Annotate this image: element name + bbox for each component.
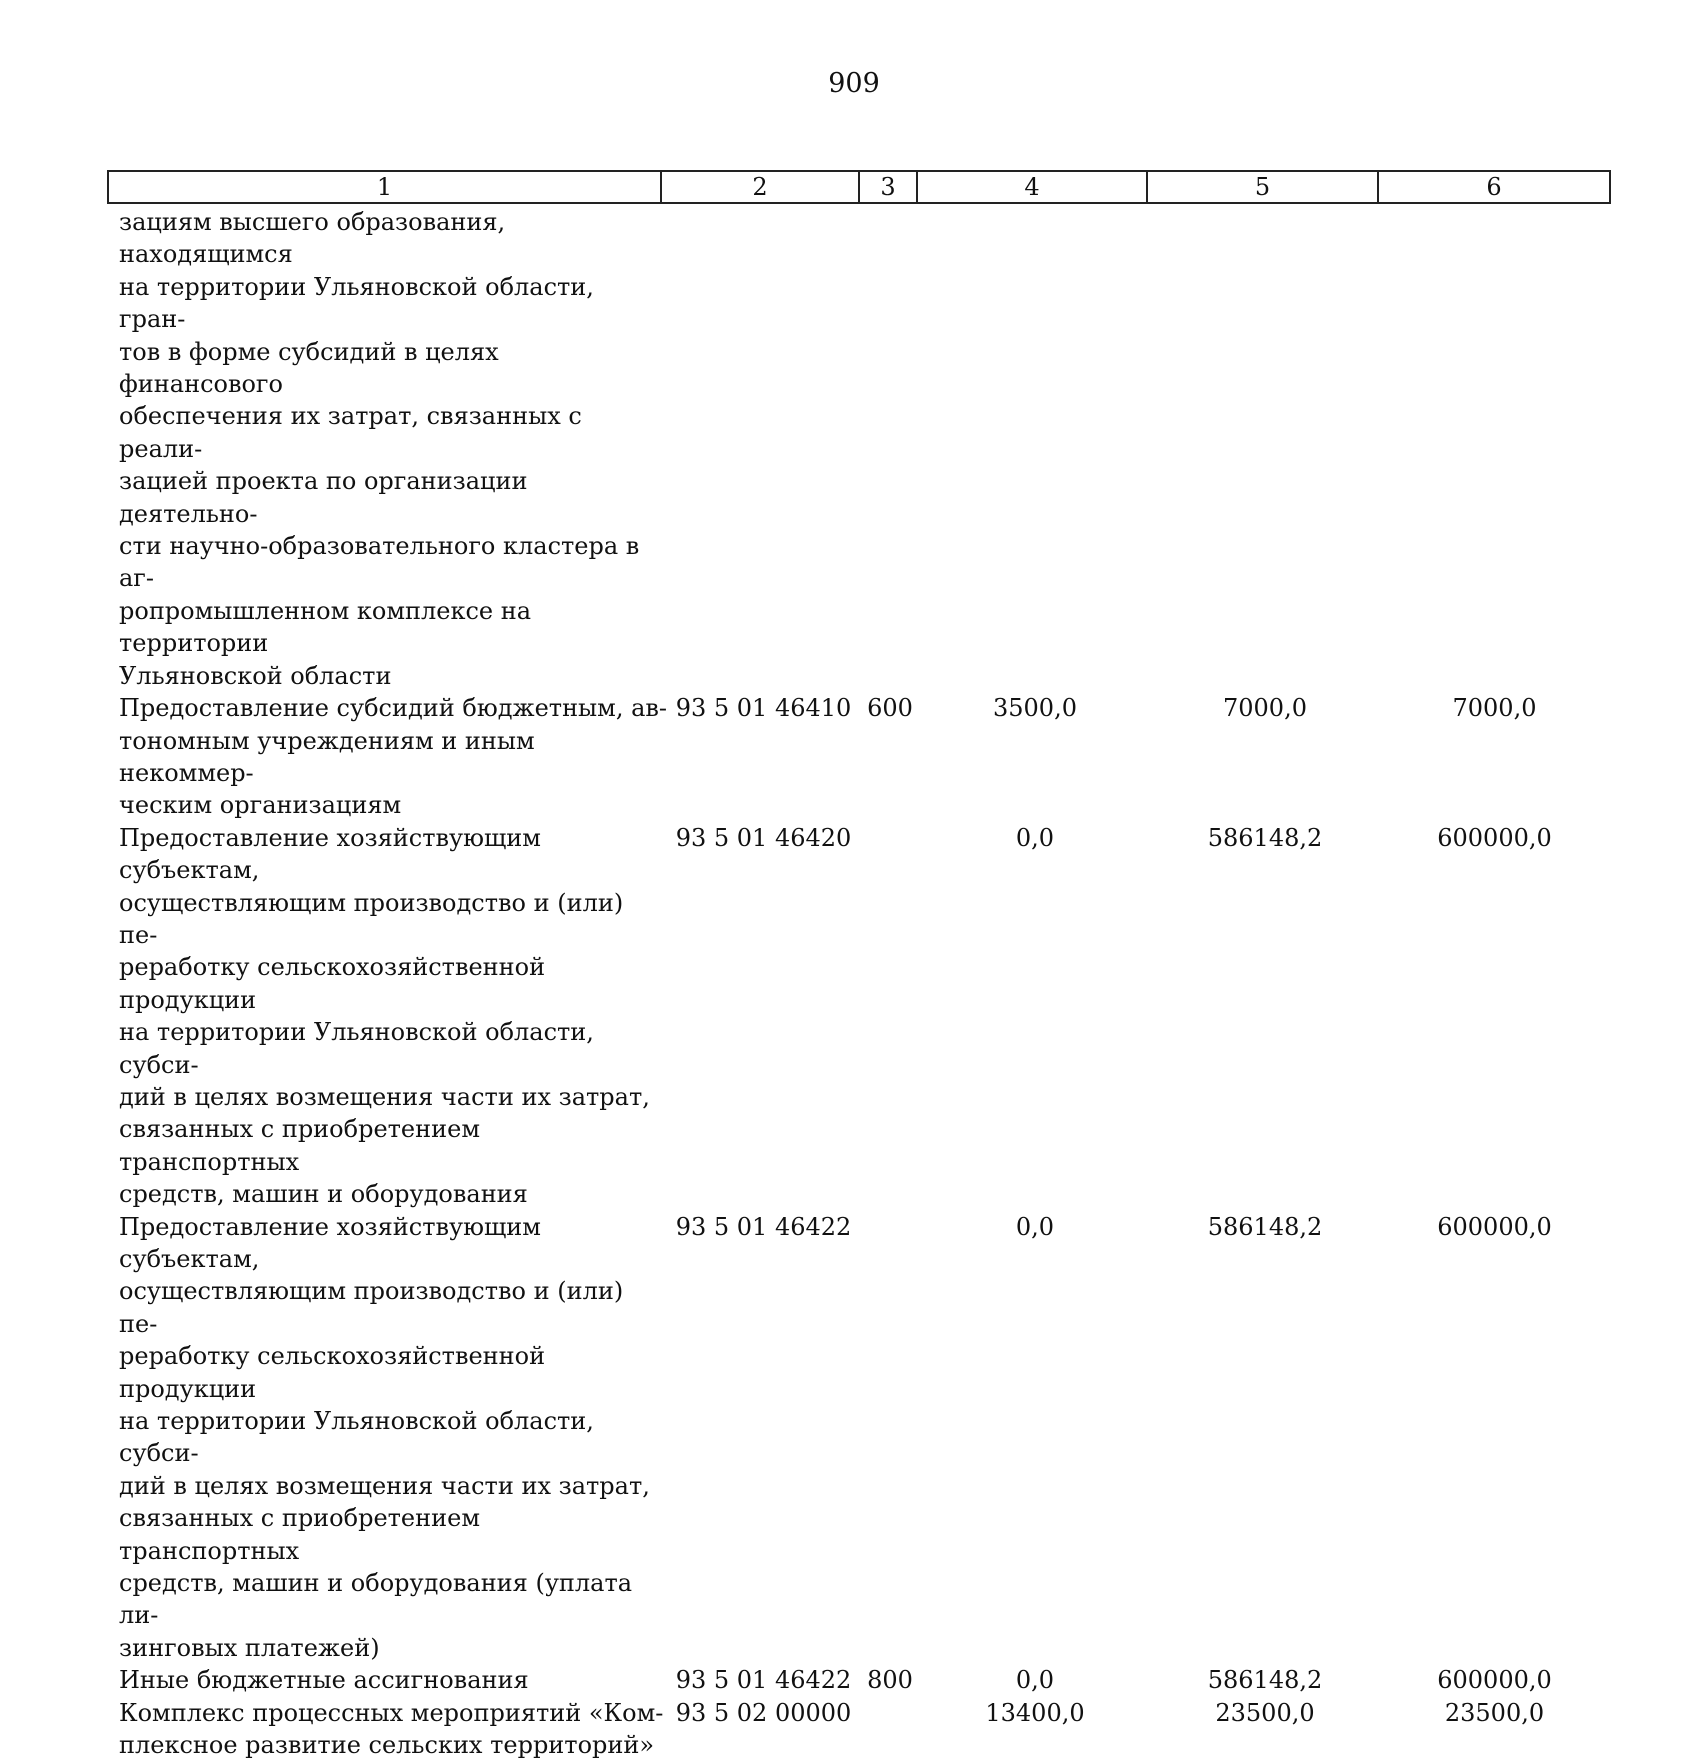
row-name: Комплекс процессных мероприятий «Ком- плексное развитие сельских территорий» xyxy=(119,1698,664,1760)
column-header-table xyxy=(107,170,1611,204)
row-code: 93 5 01 46410 xyxy=(675,694,852,723)
row-value-6: 600000,0 xyxy=(1437,823,1552,852)
row-code: 93 5 02 00000 xyxy=(675,1698,852,1727)
table-row xyxy=(107,692,1609,822)
row-code: 93 5 01 46422 xyxy=(675,1666,852,1695)
row-name: Иные бюджетные ассигнования xyxy=(119,1666,529,1695)
row-name: Предоставление хозяйствующим субъектам, осуществляющим производство и (или) пе- реработку сельскохозяйственной продукции на территории Ульяновской области, субси- дий в целях возмещения части их затрат, связанных с приобретением транспортных средств, машин и оборудования (уплата ли- зинговых платежей) xyxy=(119,1212,650,1662)
row-value-4: 0,0 xyxy=(1015,1666,1055,1695)
row-value-6: 7000,0 xyxy=(1452,694,1537,723)
column-header-6: 6 xyxy=(1378,171,1610,203)
row-value-4: 13400,0 xyxy=(985,1698,1085,1727)
table-row xyxy=(107,822,1609,1211)
row-value-4: 3500,0 xyxy=(993,694,1077,723)
row-value-5: 23500,0 xyxy=(1215,1698,1315,1727)
row-name: зациям высшего образования, находящимся на территории Ульяновской области, гран- тов в форме субсидий в целях финансового обеспечения их затрат, связанных с реали- зацией проекта по организации деятельно- сти научно-образовательного кластера в аг- ропромышленном комплексе на территории Ульяновской области xyxy=(119,208,640,690)
table-row xyxy=(107,1697,1609,1762)
table-row xyxy=(107,206,1609,692)
row-code: 93 5 01 46420 xyxy=(675,823,852,852)
page-number: 909 xyxy=(828,68,880,99)
column-header-4: 4 xyxy=(917,171,1147,203)
column-header-5: 5 xyxy=(1147,171,1378,203)
row-value-5: 586148,2 xyxy=(1207,823,1323,852)
column-header-1: 1 xyxy=(108,171,661,203)
column-header-row xyxy=(108,171,1610,203)
row-type: 800 xyxy=(867,1666,913,1695)
table-row xyxy=(107,1211,1609,1665)
row-value-6: 600000,0 xyxy=(1437,1212,1552,1241)
row-value-5: 586148,2 xyxy=(1207,1666,1323,1695)
row-value-5: 7000,0 xyxy=(1223,694,1307,723)
table-body xyxy=(107,206,1609,1762)
row-value-5: 586148,2 xyxy=(1207,1212,1323,1241)
column-header-2: 2 xyxy=(661,171,859,203)
row-code: 93 5 01 46422 xyxy=(675,1212,852,1241)
column-header-3: 3 xyxy=(859,171,917,203)
row-type: 600 xyxy=(867,694,913,723)
row-name: Предоставление субсидий бюджетным, ав- тономным учреждениям и иным некоммер- ческим организациям xyxy=(119,694,668,820)
row-value-4: 0,0 xyxy=(1015,1212,1055,1241)
row-value-6: 23500,0 xyxy=(1444,1698,1545,1727)
row-value-4: 0,0 xyxy=(1015,823,1055,852)
row-name: Предоставление хозяйствующим субъектам, осуществляющим производство и (или) пе- реработку сельскохозяйственной продукции на территории Ульяновской области, субси- дий в целях возмещения части их затрат, связанных с приобретением транспортных средств, машин и оборудования xyxy=(119,823,650,1209)
table-row xyxy=(107,1664,1609,1696)
row-value-6: 600000,0 xyxy=(1437,1666,1552,1695)
